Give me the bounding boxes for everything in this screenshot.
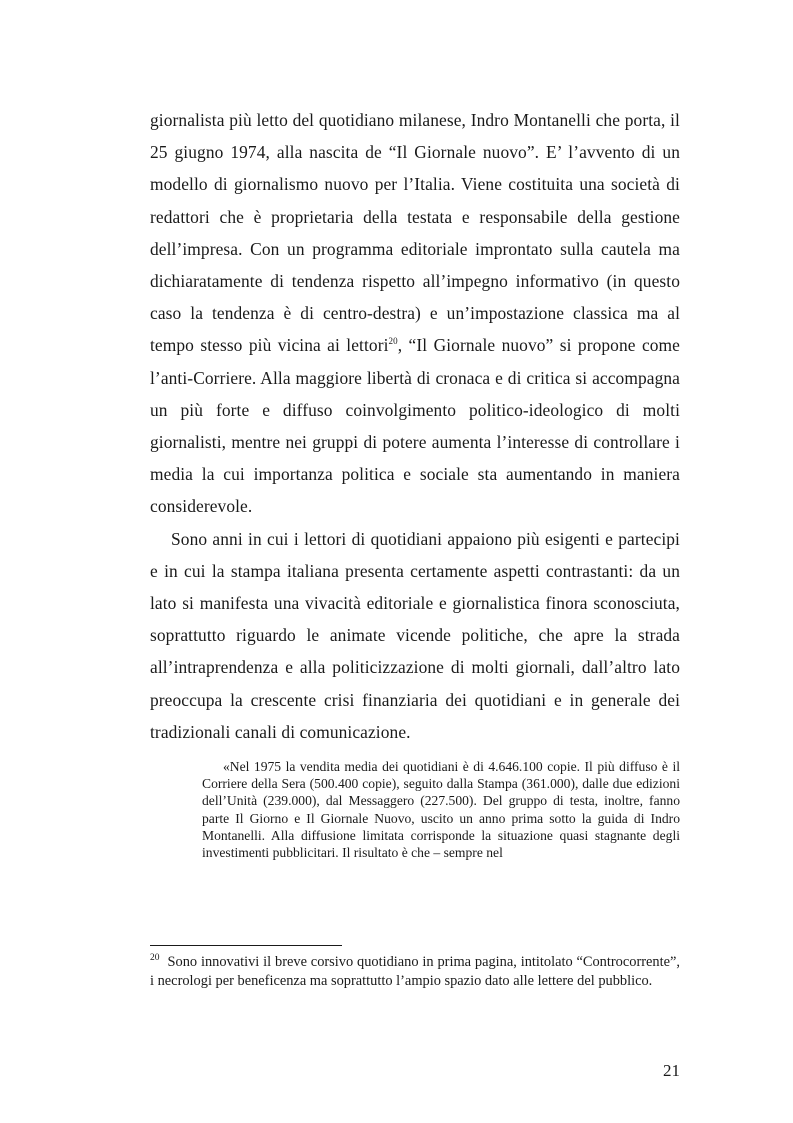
paragraph-2: Sono anni in cui i lettori di quotidiani appaiono più esigenti e partecipi e in cui la stampa italiana presenta certamente aspetti contrastanti: da un lato si manifesta una vivacità editoriale e giornalistica finora sconosciuta, soprattutto riguardo le animate vicende politiche, che apre la strada all’intraprendenza e alla politicizzazione di molti giornali, dall’altro lato preoccupa la crescente crisi finanziaria dei quotidiani e in generale dei tradizionali canali di comunicazione. [150, 528, 680, 742]
footnote [150, 953, 680, 992]
page-number: 21 [663, 1061, 680, 1080]
paragraph-1 [150, 104, 680, 523]
footnote-separator [150, 945, 342, 946]
footnote-reference: 20 [388, 336, 398, 347]
paragraph-1-text-b: , “Il Giornale nuovo” si propone come l’anti-Corriere. Alla maggiore libertà di cronaca e di critica si accompagna un più forte e diffuso coinvolgimento politico-ideologico di molti giornalisti, mentre nei gruppi di potere aumenta l’interesse di controllare i media la cui importanza politica e sociale sta aumentando in maniera considerevole. [150, 335, 681, 517]
paragraph-1-text-a: giornalista più letto del quotidiano milanese, Indro Montanelli che porta, il 25 giugno 1974, alla nascita de “Il Giornale nuovo”. E’ l’avvento di un modello di giornalismo nuovo per l’Italia. Viene costituita una società di redattori che è proprietaria della testata e responsabile della gestione dell’impresa. Con un programma editoriale improntato sulla cautela ma dichiaratamente di tendenza rispetto all’impegno informativo (in questo caso la tendenza è di centro-destra) e un’impostazione classica ma al tempo stesso più vicina ai lettori [150, 110, 680, 356]
page-body [150, 104, 680, 878]
block-quote: «Nel 1975 la vendita media dei quotidiani è di 4.646.100 copie. Il più diffuso è il Corriere della Sera (500.400 copie), seguito dalla Stampa (361.000), dalle due edizioni dell’Unità (239.000), dal Messaggero (227.500). Del gruppo di testa, inoltre, fanno parte Il Giorno e Il Giornale Nuovo, uscito un anno prima sotto la guida di Indro Montanelli. Alla diffusione limitata corrisponde la situazione quasi stagnante degli investimenti pubblicitari. Il risultato è che – sempre nel [202, 759, 680, 861]
footnote-number: 20 [150, 953, 160, 963]
footnote-text: Sono innovativi il breve corsivo quotidiano in prima pagina, intitolato “Controcorrente”, i necrologi per beneficenza ma soprattutto l’ampio spazio dato alle lettere del pubblico. [150, 954, 680, 990]
